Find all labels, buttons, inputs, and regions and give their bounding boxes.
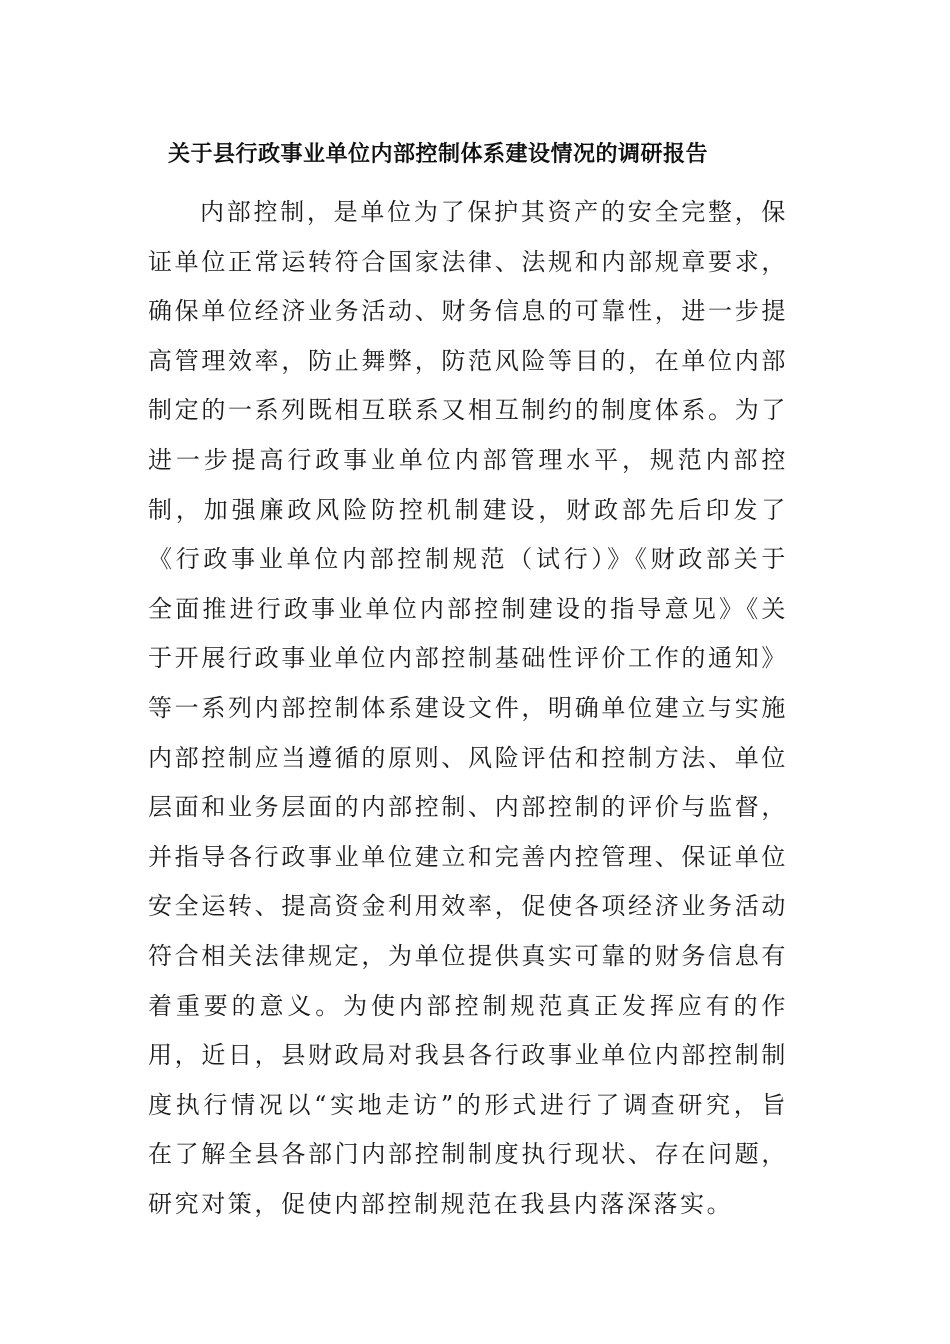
document-title: 关于县行政事业单位内部控制体系建设情况的调研报告 <box>168 141 709 167</box>
body-paragraph: 内部控制，是单位为了保护其资产的安全完整，保证单位正常运转符合国家法律、法规和内部规章要求，确保单位经济业务活动、财务信息的可靠性，进一步提高管理效率，防止舞弊，防范风险等目的，在单位内部制定的一系列既相互联系又相互制约的制度体系。为了进一步提高行政事业单位内部管理水平，规范内部控制，加强廉政风险防控机制建设，财政部先后印发了《行政事业单位内部控制规范（试行）》《财政部关于全面推进行政事业单位内部控制建设的指导意见》《关于开展行政事业单位内部控制基础性评价工作的通知》等一系列内部控制体系建设文件，明确单位建立与实施内部控制应当遵循的原则、风险评估和控制方法、单位层面和业务层面的内部控制、内部控制的评价与监督，并指导各行政事业单位建立和完善内控管理、保证单位安全运转、提高资金利用效率，促使各项经济业务活动符合相关法律规定，为单位提供真实可靠的财务信息有着重要的意义。为使内部控制规范真正发挥应有的作用，近日，县财政局对我县各行政事业单位内部控制制度执行情况以“实地走访”的形式进行了调查研究，旨在了解全县各部门内部控制制度执行现状、存在问题，研究对策，促使内部控制规范在我县内落深落实。 <box>148 198 788 1218</box>
